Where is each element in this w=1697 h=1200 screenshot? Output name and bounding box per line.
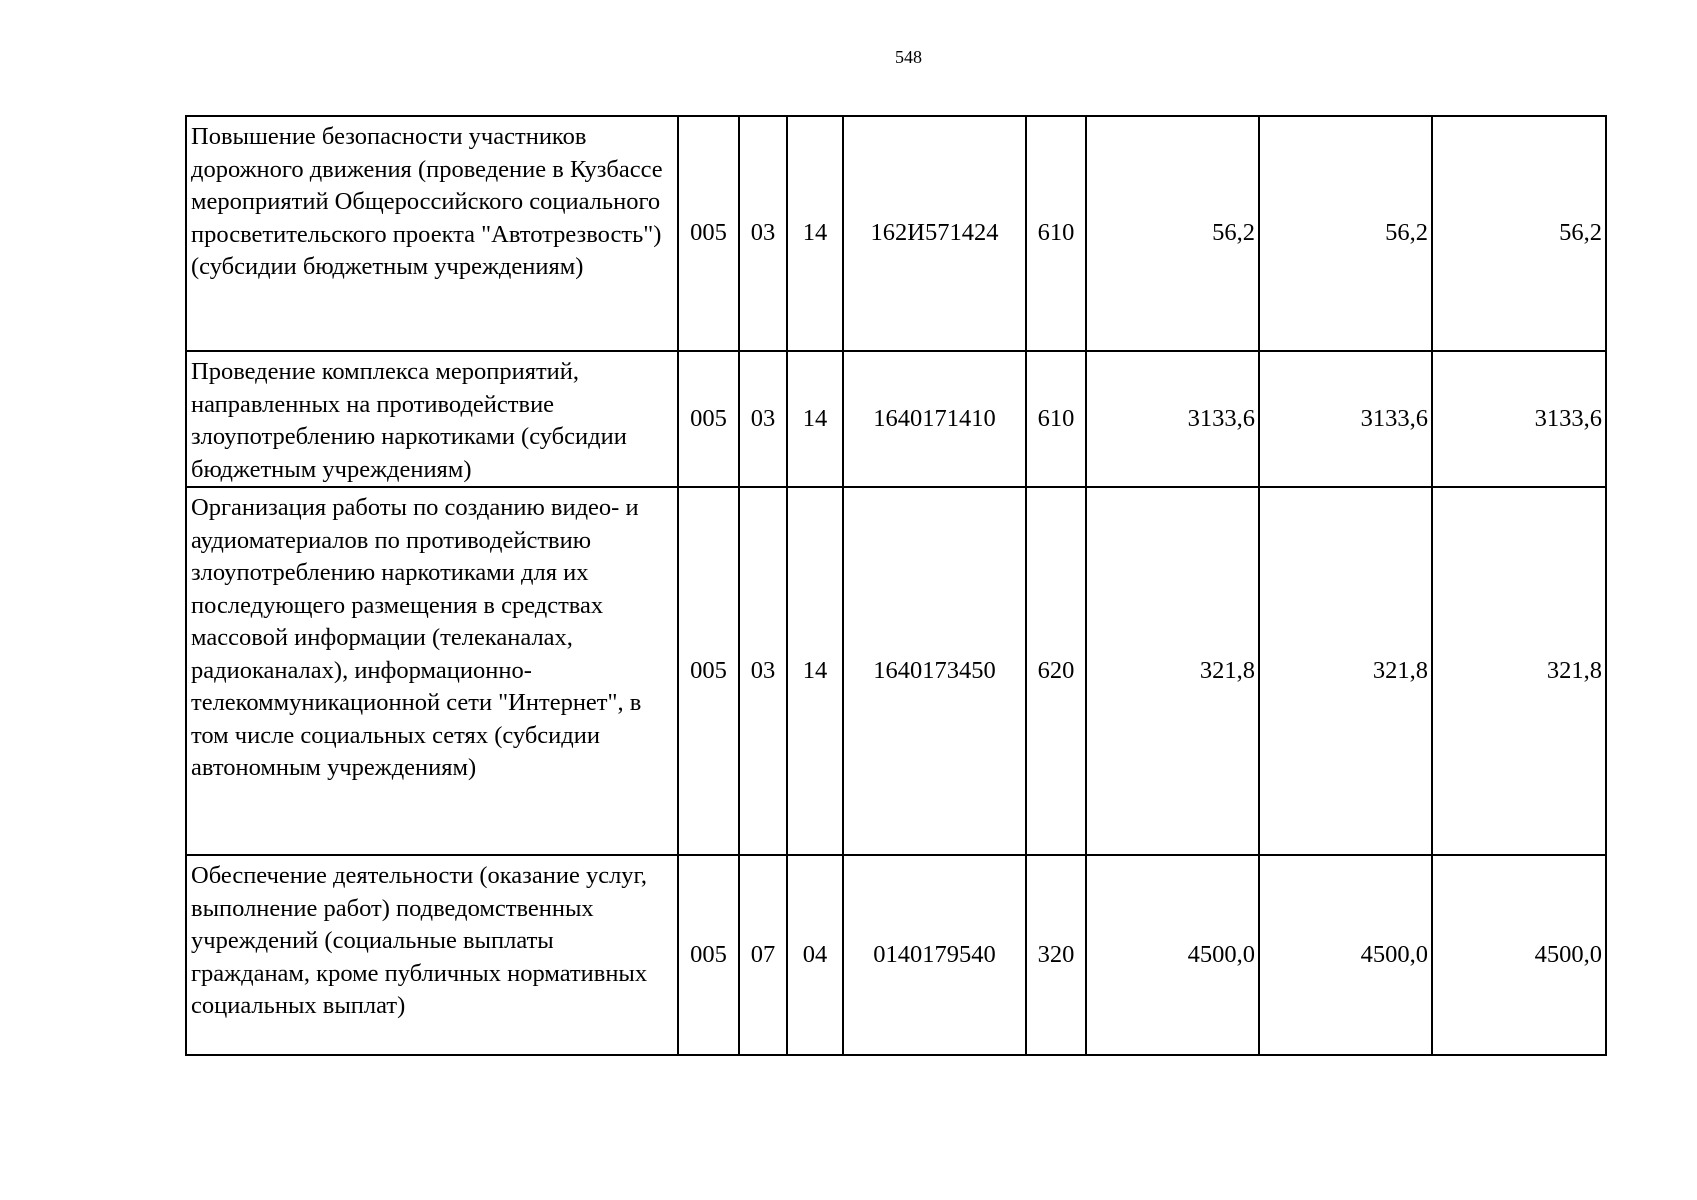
expense-type-code: 610 [1026, 351, 1086, 487]
amount-year-3: 56,2 [1432, 116, 1606, 351]
target-article-code: 1640171410 [843, 351, 1026, 487]
target-article-code: 1640173450 [843, 487, 1026, 855]
subsection-code: 14 [787, 351, 843, 487]
page-number: 548 [895, 47, 922, 67]
amount-year-1: 321,8 [1086, 487, 1259, 855]
amount-year-1: 4500,0 [1086, 855, 1259, 1055]
ministry-code: 005 [678, 855, 739, 1055]
amount-year-2: 3133,6 [1259, 351, 1432, 487]
expense-type-code: 320 [1026, 855, 1086, 1055]
subsection-code: 14 [787, 116, 843, 351]
amount-year-3: 3133,6 [1432, 351, 1606, 487]
amount-year-2: 4500,0 [1259, 855, 1432, 1055]
section-code: 03 [739, 116, 787, 351]
amount-year-3: 4500,0 [1432, 855, 1606, 1055]
table-row [186, 855, 1606, 1055]
amount-year-1: 56,2 [1086, 116, 1259, 351]
amount-year-2: 321,8 [1259, 487, 1432, 855]
section-code: 07 [739, 855, 787, 1055]
row-description: Повышение безопасности участников дорожного движения (проведение в Кузбассе мероприятий Общероссийского социального просветительского проекта "Автотрезвость") (субсидии бюджетным учреждениям) [186, 116, 678, 351]
ministry-code: 005 [678, 487, 739, 855]
table-row [186, 487, 1606, 855]
row-description: Обеспечение деятельности (оказание услуг, выполнение работ) подведомственных учреждений (социальные выплаты гражданам, кроме публичных нормативных социальных выплат) [186, 855, 678, 1055]
budget-table [185, 115, 1607, 1056]
amount-year-3: 321,8 [1432, 487, 1606, 855]
ministry-code: 005 [678, 116, 739, 351]
row-description: Организация работы по созданию видео- и аудиоматериалов по противодействию злоупотреблению наркотиками для их последующего размещения в средствах массовой информации (телеканалах, радиоканалах), информационно-телекоммуникационной сети "Интернет", в том числе социальных сетях (субсидии автономным учреждениям) [186, 487, 678, 855]
amount-year-2: 56,2 [1259, 116, 1432, 351]
section-code: 03 [739, 351, 787, 487]
amount-year-1: 3133,6 [1086, 351, 1259, 487]
target-article-code: 0140179540 [843, 855, 1026, 1055]
table-row [186, 116, 1606, 351]
expense-type-code: 610 [1026, 116, 1086, 351]
section-code: 03 [739, 487, 787, 855]
target-article-code: 162И571424 [843, 116, 1026, 351]
subsection-code: 04 [787, 855, 843, 1055]
ministry-code: 005 [678, 351, 739, 487]
subsection-code: 14 [787, 487, 843, 855]
expense-type-code: 620 [1026, 487, 1086, 855]
row-description: Проведение комплекса мероприятий, направленных на противодействие злоупотреблению наркотиками (субсидии бюджетным учреждениям) [186, 351, 678, 487]
table-row [186, 351, 1606, 487]
